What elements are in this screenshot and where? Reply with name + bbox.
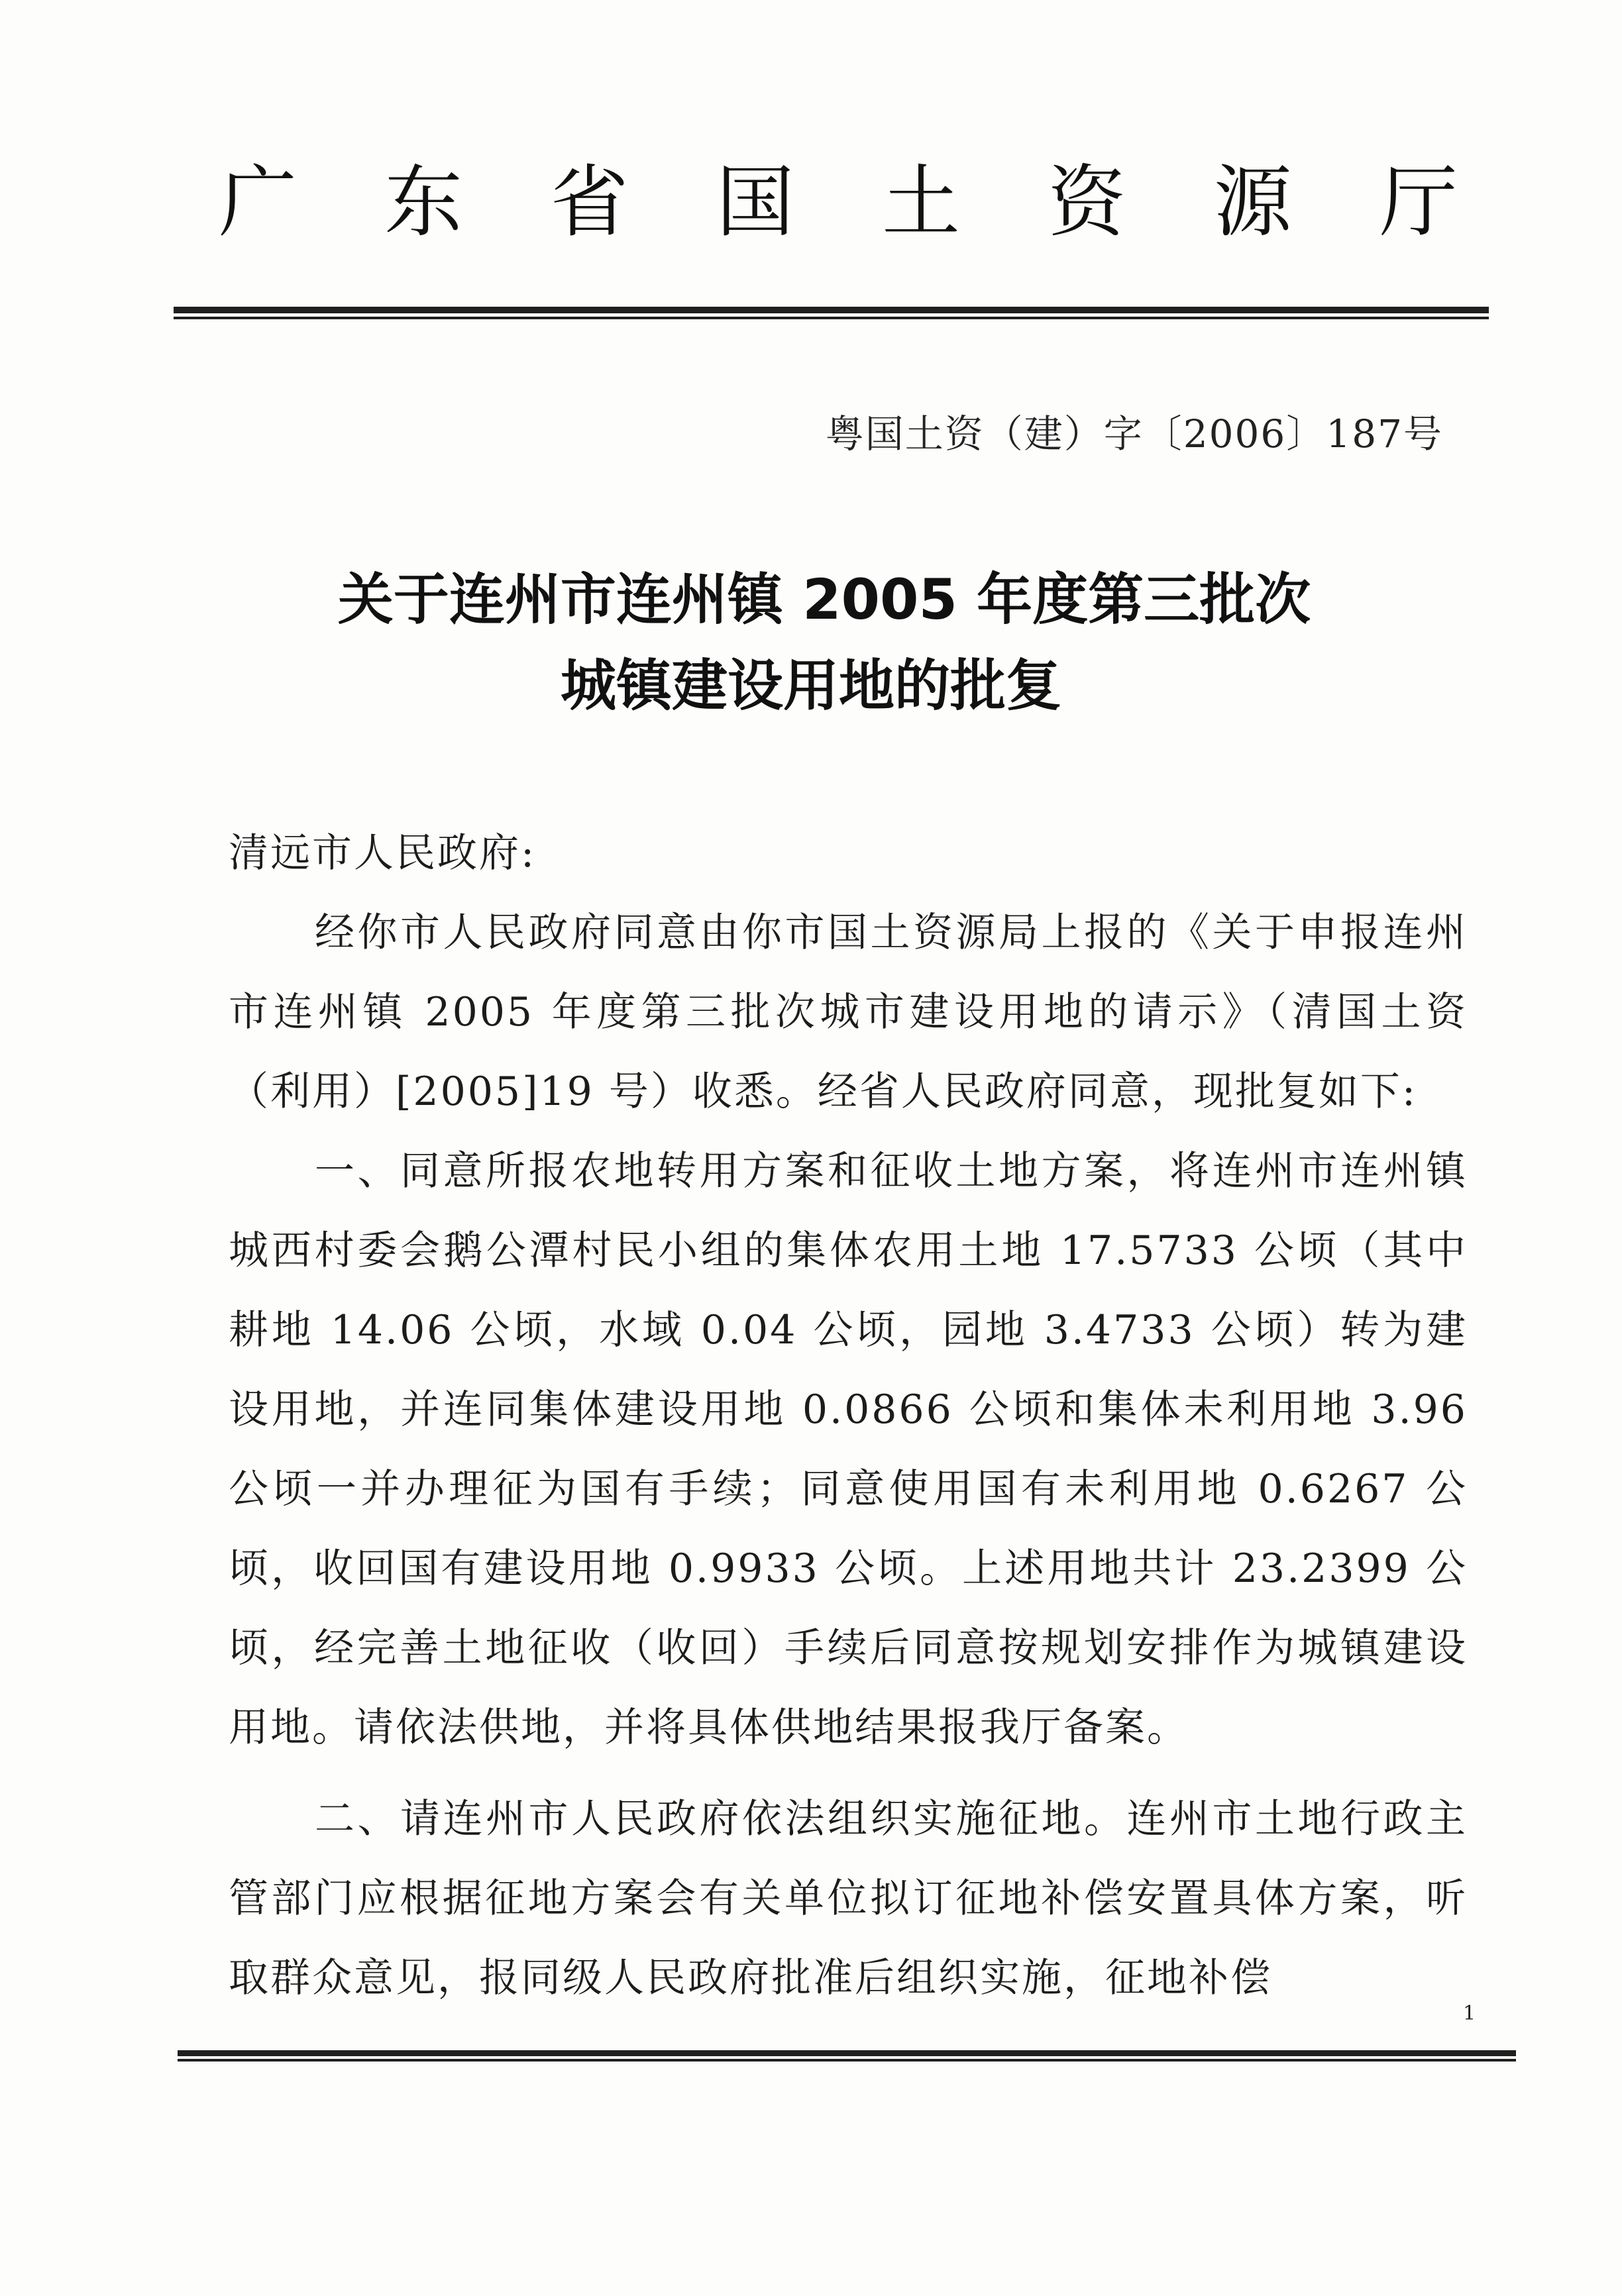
header-divider-thin	[174, 317, 1489, 319]
document-number: 粤国土资（建）字〔2006〕187号	[825, 411, 1443, 456]
body-paragraph: 一、同意所报农地转用方案和征收土地方案，将连州市连州镇城西村委会鹅公潭村民小组的集体农用土地 17.5733 公顷（其中耕地 14.06 公顷，水域 0.04 公顷，园地 3.4733 公顷）转为建设用地，并连同集体建设用地 0.0866 公顷和集体未利用地 3.96 公顷一并办理征为国有手续；同意使用国有未利用地 0.6267 公顷，收回国有建设用地 0.9933 公顷。上述用地共计 23.2399 公顷，经完善土地征收（收回）手续后同意按规划安排作为城镇建设用地。请依法供地，并将具体供地结果报我厅备案。	[229, 1148, 1468, 1751]
header-char: 厅	[1379, 156, 1458, 248]
body-paragraph: 经你市人民政府同意由你市国土资源局上报的《关于申报连州市连州镇 2005 年度第三批次城市建设用地的请示》（清国土资（利用）[2005]19 号）收悉。经省人民政府同意，现批复如下:	[229, 910, 1468, 1115]
salutation: 清远市人民政府:	[229, 830, 537, 876]
header-char: 广	[219, 156, 297, 248]
header-char: 土	[882, 156, 961, 248]
title-line-2: 城镇建设用地的批复	[560, 653, 1061, 718]
body-paragraph: 二、请连州市人民政府依法组织实施征地。连州市土地行政主管部门应根据征地方案会有关单位拟订征地补偿安置具体方案，听取群众意见，报同级人民政府批准后组织实施，征地补偿	[229, 1796, 1468, 2001]
header-char: 国	[716, 156, 794, 248]
header-char: 源	[1213, 156, 1292, 248]
page-number: 1	[1463, 2002, 1476, 2025]
header-char: 资	[1048, 156, 1126, 248]
title-line-1: 关于连州市连州镇 2005 年度第三批次	[337, 567, 1311, 632]
issuing-authority-header	[219, 156, 1458, 248]
header-divider-thick	[174, 307, 1489, 313]
footer-divider-thin	[178, 2059, 1516, 2061]
document-title	[0, 556, 1622, 729]
header-char: 省	[550, 156, 629, 248]
document-body	[229, 813, 1468, 2018]
header-char: 东	[384, 156, 463, 248]
footer-divider-thick	[178, 2050, 1516, 2056]
